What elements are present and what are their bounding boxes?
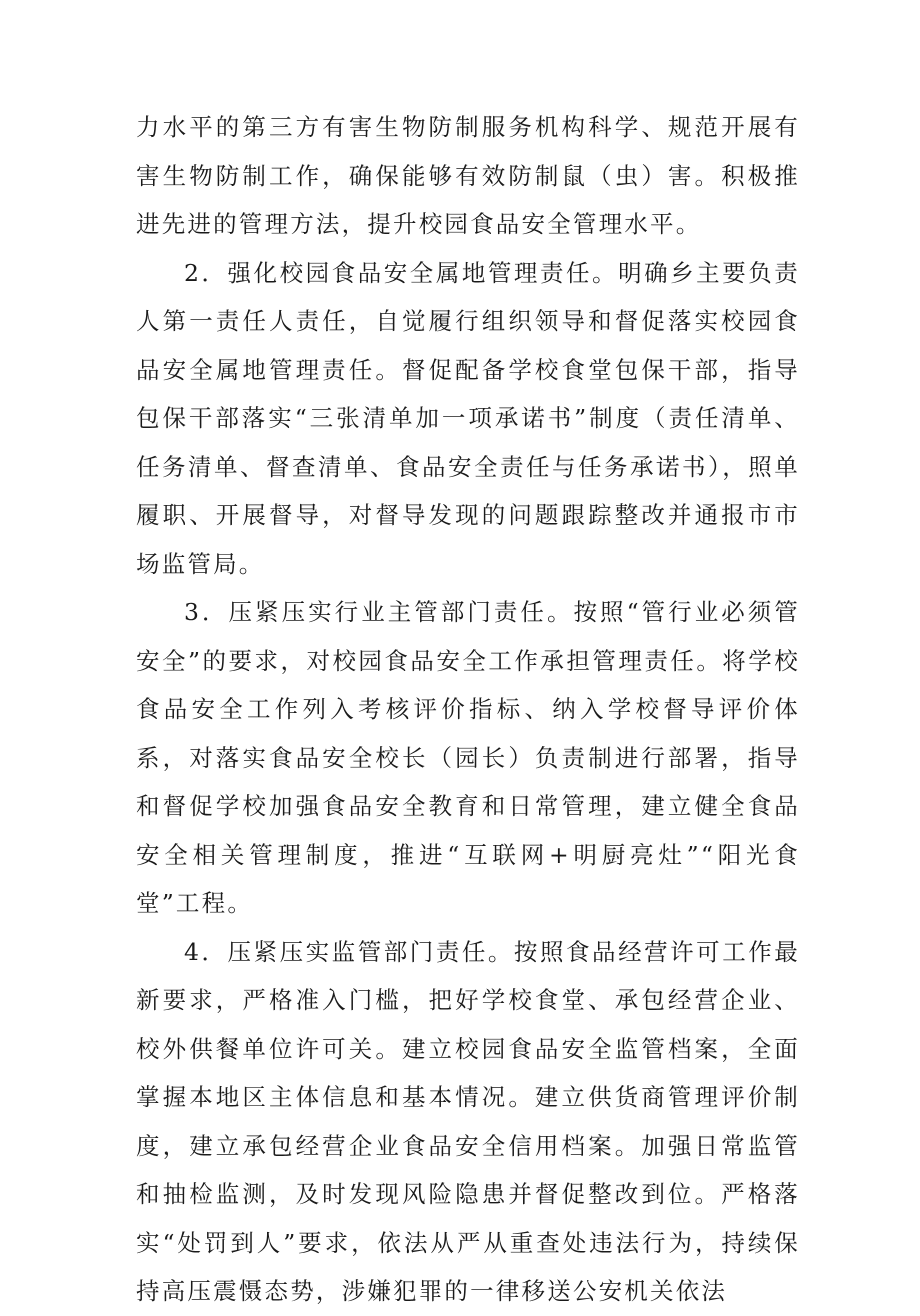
document-body — [136, 103, 800, 1316]
paragraph-item-2: 2．强化校园食品安全属地管理责任。明确乡主要负责人第一责任人责任，自觉履行组织领导和督促落实校园食品安全属地管理责任。督促配备学校食堂包保干部，指导包保干部落实“三张清单加一项承诺书”制度（责任清单、任务清单、督查清单、食品安全责任与任务承诺书），照单履职、开展督导，对督导发现的问题跟踪整改并通报市市场监管局。 — [136, 258, 800, 578]
paragraph-continuation: 力水平的第三方有害生物防制服务机构科学、规范开展有害生物防制工作，确保能够有效防制鼠（虫）害。积极推进先进的管理方法，提升校园食品安全管理水平。 — [136, 113, 800, 238]
paragraph-item-4: 4．压紧压实监管部门责任。按照食品经营许可工作最新要求，严格准入门槛，把好学校食堂、承包经营企业、校外供餐单位许可关。建立校园食品安全监管档案，全面掌握本地区主体信息和基本情况。建立供货商管理评价制度，建立承包经营企业食品安全信用档案。加强日常监管和抽检监测，及时发现风险隐患并督促整改到位。严格落实“处罚到人”要求，依法从严从重查处违法行为，持续保持高压震慑态势，涉嫌犯罪的一律移送公安机关依法 — [136, 937, 800, 1305]
paragraph-item-3: 3．压紧压实行业主管部门责任。按照“管行业必须管安全”的要求，对校园食品安全工作承担管理责任。将学校食品安全工作列入考核评价指标、纳入学校督导评价体系，对落实食品安全校长（园长）负责制进行部署，指导和督促学校加强食品安全教育和日常管理，建立健全食品安全相关管理制度，推进“互联网+明厨亮灶”“阳光食堂”工程。 — [136, 598, 800, 917]
